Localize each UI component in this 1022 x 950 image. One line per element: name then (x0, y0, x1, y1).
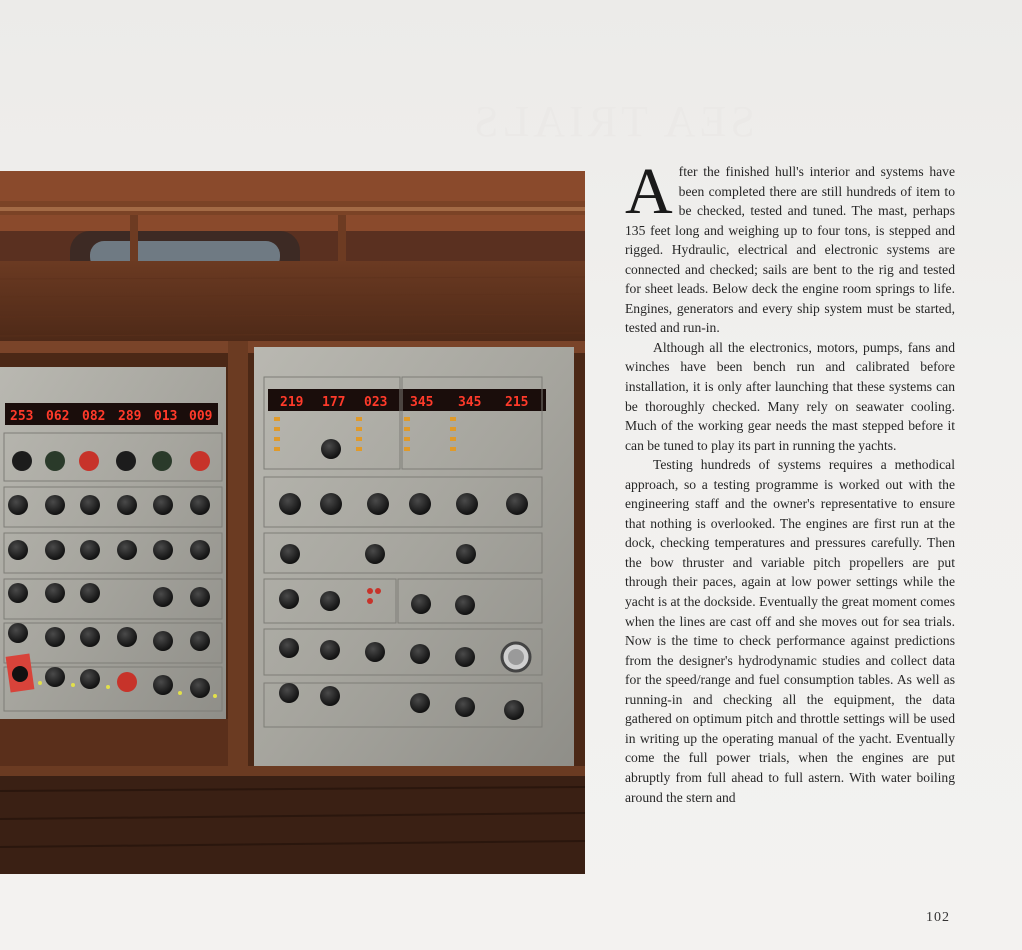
readout-right-1: 219 (280, 395, 304, 410)
readout-right-2: 177 (322, 395, 346, 410)
ghost-heading-bleedthrough: SEA TRIALS (470, 97, 755, 146)
article-body (625, 155, 955, 807)
paragraph-text: Although all the electronics, motors, pumps, fans and winches have been bench run and calibrated before installation, it is only after launching that these systems can be thoroughly checked. Many rely on seawater cooling. Much of the working gear needs the mast stepped before it can be tuned to play its part in running the yachts. (625, 339, 955, 453)
readout-right-6: 215 (505, 395, 529, 410)
readout-right-3: 023 (364, 395, 388, 410)
readout-right-4: 345 (410, 395, 434, 410)
readout-left-4: 289 (118, 409, 142, 424)
readout-left-3: 082 (82, 409, 106, 424)
paragraph-text: fter the finished hull's interior and systems have been completed there are still hundreds of item to be checked, tested and tuned. The mast, perhaps 135 feet long and weighing up to four tons, is stepped and rigged. Hydraulic, electrical and electronic systems are connected and checked; sails are bent to the rig and tested for sheet leads. Below deck the engine room springs to life. Engines, generators and every ship system must be started, tested and run-in. (625, 164, 955, 336)
readout-left-5: 013 (154, 409, 178, 424)
paragraph-text: Testing hundreds of systems requires a methodical approach, so a testing programme is worked out with the engineering staff and the owner's representative to ensure that nothing is overlooked. The engines are first run at the dock, checking temperatures and pressures carefully. Then the bow thruster and variable pitch propellers are put through their paces, again at low power settings while the yacht is at the dockside. Eventually the great moment comes when the lines are cast off and she moves out for sea trials. Now is the time to check performance against predictions from the designer's hydrodynamic studies and collect data for the speed/range and fuel consumption tables. As well as running-in and checking all the equipment, the data gathered on optimum pitch and throttle settings will be used in writing up the operating manual of the yacht. Eventually come the full power trials, when the engines are put abruptly from full ahead to full astern. With water boiling around the stern and (625, 457, 955, 805)
article-paragraph-1 (625, 155, 955, 338)
control-panel-photo (0, 171, 585, 874)
readout-left-6: 009 (189, 409, 213, 424)
article-paragraph-2 (625, 338, 955, 455)
readout-right-5: 345 (458, 395, 482, 410)
drop-cap: A (625, 155, 673, 228)
article-paragraph-3 (625, 455, 955, 807)
readout-left-2: 062 (46, 409, 70, 424)
page-number: 102 (926, 910, 950, 925)
readout-left-1: 253 (10, 409, 34, 424)
